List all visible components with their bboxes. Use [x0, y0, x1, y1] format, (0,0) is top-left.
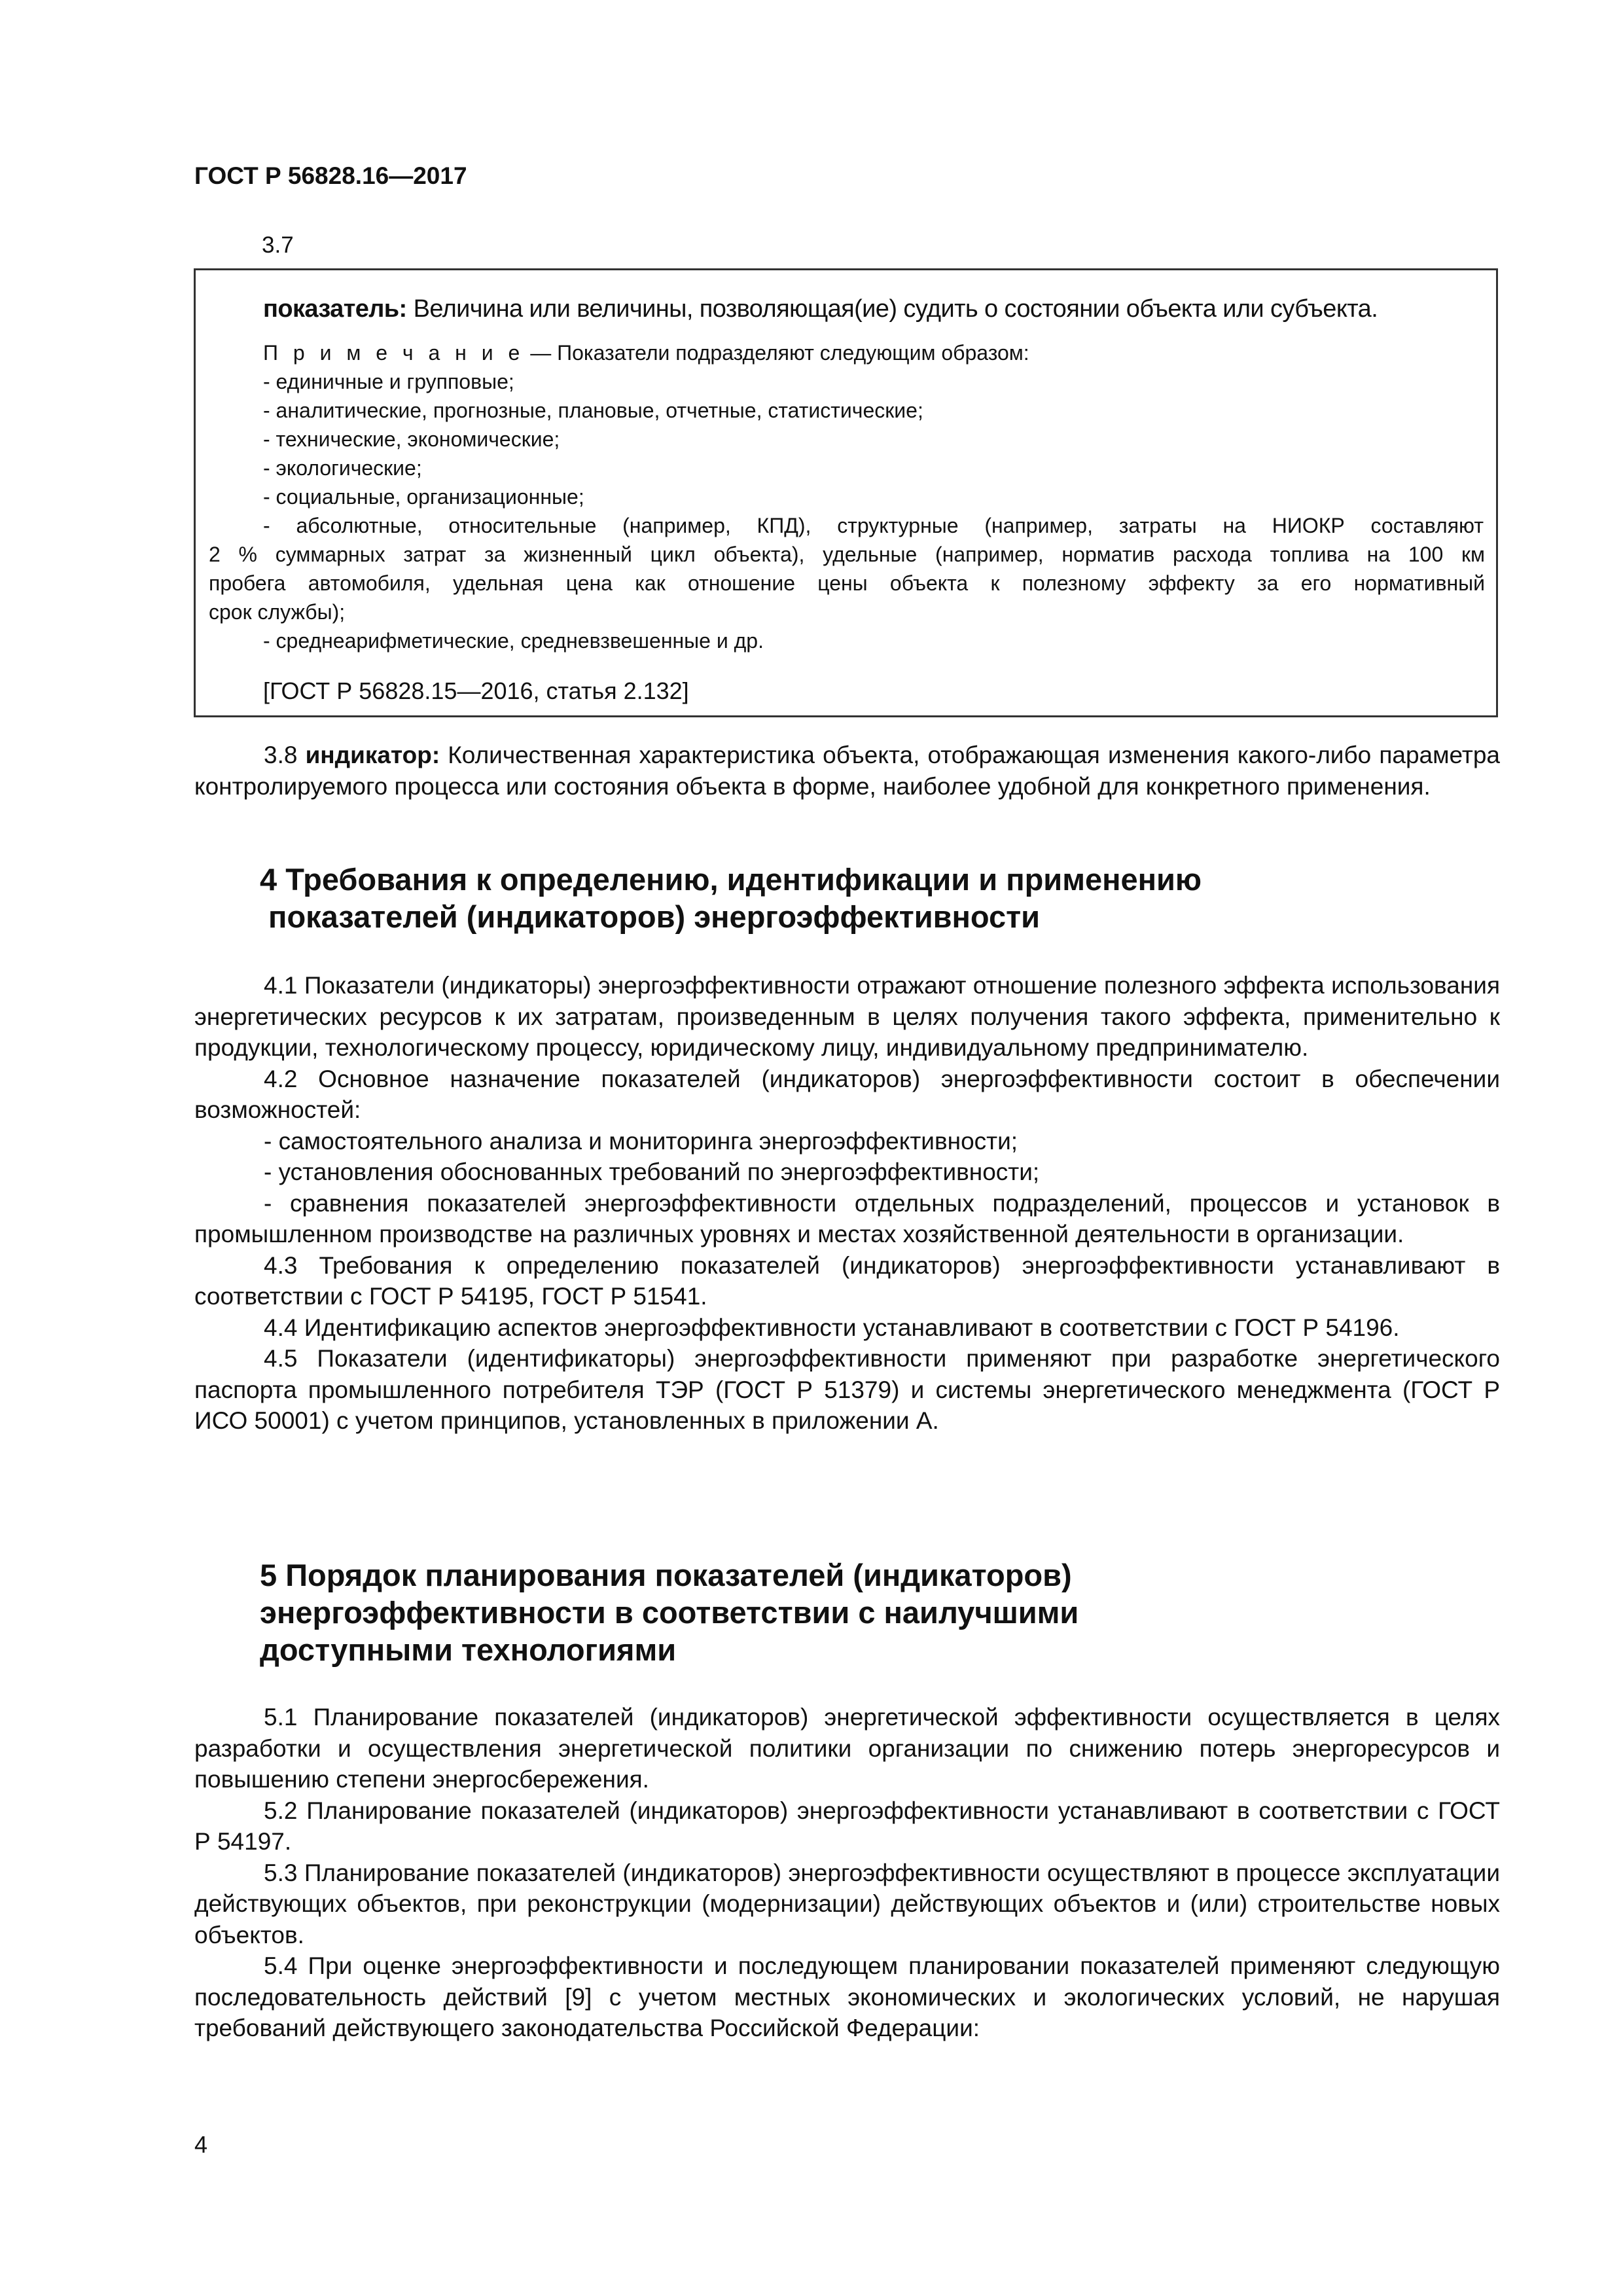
- section-4-title-line: 4 Требования к определению, идентификации и применению: [260, 862, 1202, 897]
- note-item: - экологические;: [263, 456, 422, 480]
- section-5-title-line: 5 Порядок планирования показателей (индикаторов): [260, 1558, 1072, 1592]
- section-5-body: [194, 1702, 1500, 2044]
- paragraph-5-4: 5.4 При оценке энергоэффективности и последующем планировании показателей применяют следующую последовательность действий [9] с учетом местных экономических и экологических условий, не нарушая требований действующего законодательства Российской Федерации:: [194, 1952, 1500, 2041]
- note-item: - технические, экономические;: [263, 427, 560, 451]
- note-intro: [263, 341, 1029, 365]
- term-definition: [263, 295, 1378, 323]
- term-3-8-paragraph: [194, 740, 1500, 802]
- definition-source: [ГОСТ Р 56828.15—2016, статья 2.132]: [263, 677, 689, 704]
- note-item: - абсолютные, относительные (например, КПД), структурные (например, затраты на НИОКР составляют: [263, 514, 1484, 537]
- note-item-continuation: 2 % суммарных затрат за жизненный цикл объекта), удельные (например, норматив расхода топлива на 100 км: [209, 543, 1485, 566]
- note-item: - среднеарифметические, средневзвешенные и др.: [263, 629, 764, 653]
- paragraph-4-3: 4.3 Требования к определению показателей (индикаторов) энергоэффективности устанавливают в соответствии с ГОСТ Р 54195, ГОСТ Р 51541.: [194, 1251, 1500, 1310]
- term-number-3-7: 3.7: [262, 232, 294, 258]
- term-number-3-8: 3.8: [264, 742, 306, 768]
- section-4-title-line: показателей (индикаторов) энергоэффективности: [260, 899, 1041, 934]
- section-5-title-line: доступными технологиями: [260, 1632, 677, 1667]
- note-intro-text: — Показатели подразделяют следующим образом:: [524, 341, 1029, 365]
- term-name-indicator: индикатор:: [305, 742, 440, 768]
- paragraph-5-3: 5.3 Планирование показателей (индикаторов) энергоэффективности осуществляют в процессе эксплуатации действующих объектов, при реконструкции (модернизации) действующих объектов и (или) строительстве новых объектов.: [194, 1859, 1500, 1948]
- term-3-8-text: Количественная характеристика объекта, отображающая изменения какого-либо параметра контролируемого процесса или состояния объекта в форме, наиболее удобной для конкретного применения.: [194, 742, 1500, 800]
- paragraph-5-1: 5.1 Планирование показателей (индикаторов) энергетической эффективности осуществляется в целях разработки и осуществления энергетической политики организации по снижению потерь энергоресурсов и повышению степени энергосбережения.: [194, 1704, 1500, 1793]
- paragraph-4-1: 4.1 Показатели (индикаторы) энергоэффективности отражают отношение полезного эффекта использования энергетических ресурсов к их затратам, произведенным в целях получения такого эффекта, применительно к продукции, технологическому процессу, юридическому лицу, индивидуальному предпринимателю.: [194, 972, 1500, 1061]
- note-item-continuation: срок службы);: [209, 600, 346, 624]
- note-item-continuation: пробега автомобиля, удельная цена как отношение цены объекта к полезному эффекту за его нормативный: [209, 571, 1485, 595]
- paragraph-5-2: 5.2 Планирование показателей (индикаторов) энергоэффективности устанавливают в соответствии с ГОСТ Р 54197.: [194, 1797, 1500, 1855]
- paragraph-4-5: 4.5 Показатели (идентификаторы) энергоэффективности применяют при разработке энергетического паспорта промышленного потребителя ТЭР (ГОСТ Р 51379) и системы энергетического менеджмента (ГОСТ Р ИСО 50001) с учетом принципов, установленных в приложении А.: [194, 1345, 1500, 1434]
- note-item: - аналитические, прогнозные, плановые, отчетные, статистические;: [263, 399, 923, 422]
- section-4-body: [194, 970, 1500, 1437]
- section-5-title-line: энергоэффективности в соответствии с наилучшими: [260, 1595, 1079, 1630]
- term-definition-text: Величина или величины, позволяющая(ие) судить о состоянии объекта или субъекта.: [406, 295, 1378, 323]
- page-number: 4: [194, 2131, 208, 2158]
- document-header: ГОСТ Р 56828.16—2017: [194, 162, 467, 189]
- term-name: показатель:: [263, 295, 407, 323]
- note-item: - единичные и групповые;: [263, 370, 514, 393]
- section-5-title: [260, 1556, 1079, 1668]
- note-label: П р и м е ч а н и е: [263, 341, 525, 365]
- section-4-title: [260, 861, 1202, 935]
- paragraph-4-2: 4.2 Основное назначение показателей (индикаторов) энергоэффективности состоит в обеспечении возможностей:: [194, 1065, 1500, 1123]
- definition-box: [194, 268, 1498, 717]
- note-item: - социальные, организационные;: [263, 485, 584, 509]
- paragraph-4-4: 4.4 Идентификацию аспектов энергоэффективности устанавливают в соответствии с ГОСТ Р 54196.: [264, 1314, 1400, 1341]
- list-item: - сравнения показателей энергоэффективности отдельных подразделений, процессов и установок в промышленном производстве на различных уровнях и местах хозяйственной деятельности в организации.: [194, 1189, 1500, 1247]
- list-item: - самостоятельного анализа и мониторинга энергоэффективности;: [264, 1127, 1018, 1155]
- list-item: - установления обоснованных требований по энергоэффективности;: [264, 1158, 1040, 1185]
